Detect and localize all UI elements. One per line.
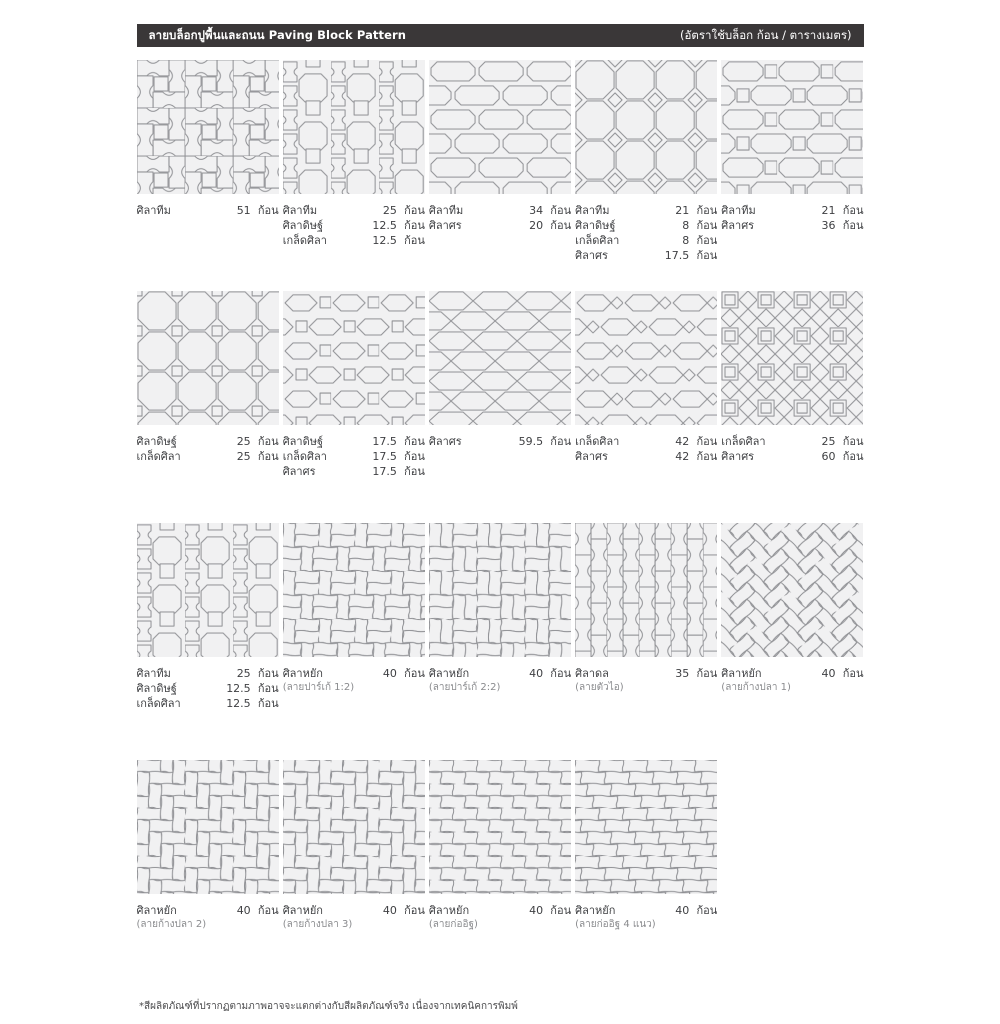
p-herringbone-90-swatch-icon [137,760,279,894]
pattern-label [575,434,717,464]
p-parquet-12-swatch-icon [283,523,425,657]
quantity-unit: ก้อน [257,435,279,448]
pattern-label [283,903,425,932]
block-quantity: 17.5 [372,465,397,478]
pattern-card [721,523,863,760]
pattern-usage-line [721,449,863,464]
block-quantity: 25 [236,435,251,448]
pattern-usage-line [137,449,279,464]
quantity-unit: ก้อน [842,450,864,463]
quantity-unit: ก้อน [696,904,718,917]
pattern-usage-line [575,903,717,918]
block-name: เกล็ดศิลา [282,234,327,247]
quantity-unit: ก้อน [257,904,279,917]
block-name: ศิลาศร [428,435,462,448]
block-quantity: 40 [529,667,544,680]
pattern-usage-line [283,203,425,218]
quantity-unit: ก้อน [696,204,718,217]
block-name: ศิลาศร [575,249,608,262]
block-quantity: 34 [529,204,544,217]
pattern-usage-line [429,218,571,233]
block-name: ศิลาทีม [136,667,171,680]
pattern-row [137,60,864,291]
block-quantity: 17.5 [372,450,397,463]
quantity-unit: ก้อน [404,234,425,247]
quantity-unit: ก้อน [550,667,572,680]
p-octagon-dot-swatch-icon [137,291,279,425]
block-name: ศิลาหยัก [428,667,470,680]
pattern-row [137,291,864,523]
quantity-unit: ก้อน [842,667,864,680]
pattern-card [283,760,425,932]
block-quantity: 21 [821,204,836,217]
p-tee-weave-swatch-icon [137,60,279,194]
pattern-card [721,60,863,291]
block-name: เกล็ดศิลา [575,234,620,247]
block-quantity: 12.5 [226,682,251,695]
p-long-oct-square-swatch-icon [721,60,863,194]
pattern-label [721,434,863,464]
p-herringbone-90b-swatch-icon [283,760,425,894]
pattern-card [283,523,425,760]
catalog-page [0,24,1000,1024]
header-bar [137,24,864,47]
pattern-usage-line [721,218,863,233]
p-stretch-hex-swatch-icon [429,291,571,425]
block-name: ศิลาหยัก [282,904,323,917]
block-name: ศิลาหยัก [136,904,177,917]
pattern-usage-line [137,203,279,218]
block-name: เกล็ดศิลา [136,450,181,463]
pattern-usage-line [429,434,571,449]
pattern-usage-line [429,666,571,681]
block-quantity: 17.5 [372,435,397,448]
block-quantity: 59.5 [518,435,544,448]
pattern-usage-line [721,666,863,681]
block-name: ศิลาศร [575,450,608,463]
p-hex-diamond-swatch-icon [575,291,717,425]
block-quantity: 21 [675,204,690,217]
pattern-label [137,203,279,218]
pattern-label [283,434,425,479]
block-quantity: 17.5 [664,249,690,262]
block-quantity: 60 [821,450,836,463]
block-name: ศิลาศร [721,450,755,463]
quantity-unit: ก้อน [404,450,425,463]
quantity-unit: ก้อน [404,435,425,448]
pattern-usage-line [429,903,571,918]
block-quantity: 40 [821,667,836,680]
block-name: ศิลาหยัก [282,667,323,680]
block-quantity: 40 [529,904,544,917]
pattern-usage-line [137,434,279,449]
p-hex-square-swatch-icon [283,291,425,425]
pattern-variant-note: (ลายก่ออิฐ 4 แนว) [575,919,656,930]
pattern-card [575,291,717,523]
pattern-card [137,523,279,760]
pattern-usage-line [575,666,717,681]
block-name: ศิลาทีม [136,204,171,217]
pattern-label [137,434,279,464]
block-quantity: 51 [236,204,251,217]
block-name: ศิลาทีม [428,204,464,217]
pattern-card [137,60,279,291]
p-running-bond-4-swatch-icon [575,760,717,894]
pattern-card [575,523,717,760]
pattern-usage-line [283,449,425,464]
block-name: ศิลาดิษฐ์ [136,435,177,448]
pattern-label [721,666,863,695]
pattern-card [283,291,425,523]
p-tee-oct-square-swatch-icon [283,60,425,194]
pattern-label [575,903,717,932]
pattern-variant-note: (ลายปาร์เก้ 1:2) [282,682,355,693]
block-name: ศิลาหยัก [428,904,470,917]
block-quantity: 25 [236,450,251,463]
quantity-unit: ก้อน [696,667,718,680]
pattern-usage-line [575,248,717,263]
pattern-usage-line [721,434,863,449]
quantity-unit: ก้อน [257,667,279,680]
p-i-stack-swatch-icon [575,523,717,657]
block-quantity: 20 [529,219,544,232]
pattern-label [575,203,717,263]
block-quantity: 25 [236,667,251,680]
block-name: เกล็ดศิลา [282,450,327,463]
quantity-unit: ก้อน [842,219,864,232]
block-quantity: 25 [821,435,836,448]
pattern-usage-line [575,218,717,233]
block-name: ศิลาหยัก [721,667,762,680]
pattern-variant-note: (ลายก่ออิฐ) [428,919,478,930]
p-running-bond-swatch-icon [429,760,571,894]
pattern-usage-line [283,218,425,233]
block-quantity: 42 [675,435,690,448]
quantity-unit: ก้อน [404,219,425,232]
block-name: ศิลาหยัก [575,904,616,917]
quantity-unit: ก้อน [257,204,279,217]
block-quantity: 40 [236,904,251,917]
p-square-diamond-swatch-icon [721,291,863,425]
block-quantity: 40 [382,667,397,680]
quantity-unit: ก้อน [842,435,864,448]
pattern-card [429,60,571,291]
pattern-variant-note: (ลายตัวไอ) [575,682,624,693]
pattern-usage-line [137,903,279,918]
block-name: ศิลาทีม [721,204,756,217]
block-quantity: 8 [682,234,690,247]
pattern-card [137,291,279,523]
pattern-row [137,523,864,760]
pattern-usage-line [283,903,425,918]
pattern-card [575,60,717,291]
p-herringbone-45-swatch-icon [721,523,863,657]
pattern-usage-line [721,203,863,218]
block-quantity: 36 [821,219,836,232]
pattern-label [137,903,279,932]
quantity-unit: ก้อน [696,234,718,247]
pattern-label [429,203,571,233]
pattern-label [575,666,717,695]
pattern-card [429,291,571,523]
p-oct-diamond-swatch-icon [575,60,717,194]
block-quantity: 40 [675,904,690,917]
pattern-label [429,903,571,932]
block-quantity: 12.5 [226,697,251,710]
page-title: ลายบล็อกปูพื้นและถนน Paving Block Pattern [148,27,407,42]
quantity-unit: ก้อน [696,435,718,448]
block-name: ศิลาศร [282,465,316,478]
pattern-card [575,760,717,932]
pattern-usage-line [575,233,717,248]
pattern-usage-line [575,434,717,449]
pattern-label [429,434,571,449]
pattern-variant-note: (ลายก้างปลา 3) [282,919,353,930]
footnote: *สีผลิตภัณฑ์ที่ปรากฏตามภาพอาจจะแตกต่างกับสีผลิตภัณฑ์จริง เนื่องจากเทคนิคการพิมพ์ [139,1001,518,1012]
quantity-unit: ก้อน [404,465,425,478]
quantity-unit: ก้อน [550,904,572,917]
pattern-usage-line [137,696,279,711]
p-parquet-22-swatch-icon [429,523,571,657]
p-long-oct-brick-swatch-icon [429,60,571,194]
block-name: ศิลาศร [428,219,462,232]
quantity-unit: ก้อน [550,204,572,217]
quantity-unit: ก้อน [550,219,572,232]
block-name: ศิลาศร [721,219,755,232]
pattern-usage-line [137,681,279,696]
pattern-grid [137,60,864,932]
block-quantity: 42 [675,450,690,463]
block-quantity: 12.5 [372,234,397,247]
quantity-unit: ก้อน [550,435,572,448]
block-name: ศิลาทีม [575,204,610,217]
pattern-card [721,291,863,523]
pattern-usage-line [429,203,571,218]
block-name: ศิลาดิษฐ์ [136,682,177,695]
pattern-row [137,760,864,932]
pattern-usage-line [283,464,425,479]
pattern-card [429,523,571,760]
pattern-usage-line [283,233,425,248]
block-name: เกล็ดศิลา [575,435,620,448]
pattern-usage-line [283,434,425,449]
block-name: ศิลาดิษฐ์ [282,435,324,448]
pattern-label [137,666,279,711]
pattern-label [721,203,863,233]
block-name: ศิลาดล [575,667,609,680]
block-quantity: 12.5 [372,219,397,232]
block-name: เกล็ดศิลา [136,697,181,710]
quantity-unit: ก้อน [404,904,425,917]
pattern-label [283,666,425,695]
quantity-unit: ก้อน [696,450,718,463]
block-name: ศิลาทีม [282,204,318,217]
pattern-card [283,60,425,291]
quantity-unit: ก้อน [696,249,718,262]
block-quantity: 8 [682,219,690,232]
quantity-unit: ก้อน [842,204,864,217]
block-name: เกล็ดศิลา [721,435,766,448]
quantity-unit: ก้อน [404,204,425,217]
pattern-card [429,760,571,932]
block-quantity: 25 [382,204,397,217]
pattern-usage-line [137,666,279,681]
header-unit-note: (อัตราใช้บล็อก ก้อน / ตารางเมตร) [679,27,852,42]
block-quantity: 40 [382,904,397,917]
pattern-usage-line [575,203,717,218]
pattern-label [283,203,425,248]
pattern-variant-note: (ลายก้างปลา 2) [136,919,207,930]
block-name: ศิลาดิษฐ์ [575,219,616,232]
block-quantity: 35 [675,667,690,680]
pattern-usage-line [283,666,425,681]
quantity-unit: ก้อน [696,219,718,232]
pattern-card [137,760,279,932]
pattern-usage-line [575,449,717,464]
quantity-unit: ก้อน [257,697,279,710]
block-name: ศิลาดิษฐ์ [282,219,324,232]
quantity-unit: ก้อน [404,667,425,680]
pattern-variant-note: (ลายก้างปลา 1) [721,682,791,693]
quantity-unit: ก้อน [257,450,279,463]
pattern-variant-note: (ลายปาร์เก้ 2:2) [428,682,501,693]
pattern-label [429,666,571,695]
quantity-unit: ก้อน [257,682,279,695]
p-tee-oct-square-swatch-icon [137,523,279,657]
